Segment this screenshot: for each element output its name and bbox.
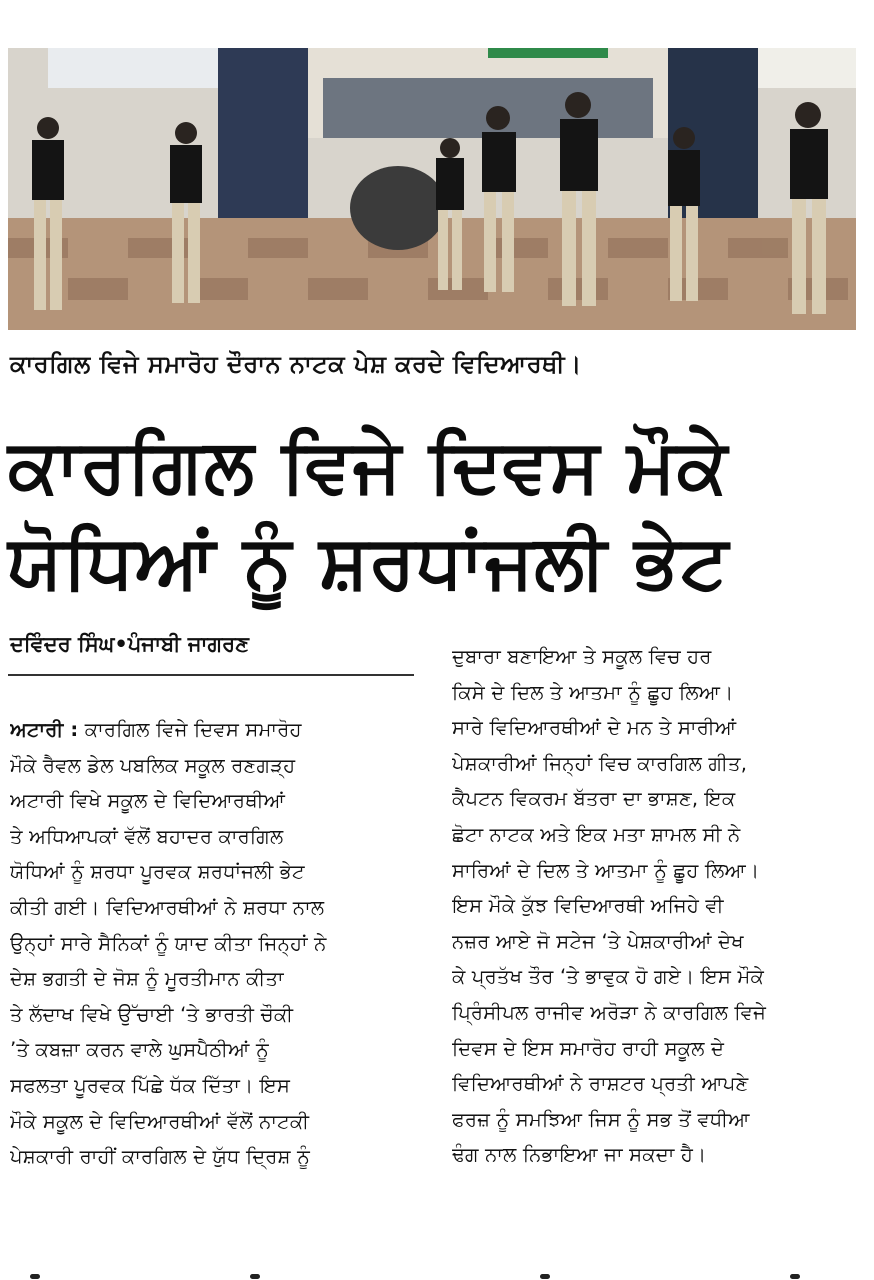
article-line: ਸਾਰਿਆਂ ਦੇ ਦਿਲ ਤੇ ਆਤਮਾ ਨੂੰ ਛੂਹ ਲਿਆ।: [452, 858, 760, 882]
article-line: ਉਨ੍ਹਾਂ ਸਾਰੇ ਸੈਨਿਕਾਂ ਨੂੰ ਯਾਦ ਕੀਤਾ ਜਿਨ੍ਹਾਂ ਨੇ: [10, 931, 327, 955]
article-line: ਨਜ਼ਰ ਆਏ ਜੋ ਸਟੇਜ ‘ਤੇ ਪੇਸ਼ਕਾਰੀਆਂ ਦੇਖ: [452, 929, 744, 953]
news-photo: [8, 48, 856, 330]
headline-line-1: ਕਾਰਗਿਲ ਵਿਜੇ ਦਿਵਸ ਮੌਕੇ: [8, 423, 729, 509]
article-line: ਵਿਦਿਆਰਥੀਆਂ ਨੇ ਰਾਸ਼ਟਰ ਪ੍ਰਤੀ ਆਪਣੇ: [452, 1072, 749, 1096]
article-line: ਤੇ ਲੱਦਾਖ ਵਿਖੇ ਉੱਚਾਈ ‘ਤੇ ਭਾਰਤੀ ਚੌਕੀ: [10, 1002, 294, 1026]
performance-photo: [8, 48, 856, 330]
byline-divider: [8, 674, 414, 676]
headline-line-2: ਯੋਧਿਆਂ ਨੂੰ ਸ਼ਰਧਾਂਜਲੀ ਭੇਟ: [8, 519, 730, 605]
article-line: ਪੇਸ਼ਕਾਰੀਆਂ ਜਿਨ੍ਹਾਂ ਵਿਚ ਕਾਰਗਿਲ ਗੀਤ,: [452, 751, 748, 775]
article-line: ਕਿਸੇ ਦੇ ਦਿਲ ਤੇ ਆਤਮਾ ਨੂੰ ਛੂਹ ਲਿਆ।: [452, 680, 734, 704]
article-line: ਯੋਧਿਆਂ ਨੂੰ ਸ਼ਰਧਾ ਪੂਰਵਕ ਸ਼ਰਧਾਂਜਲੀ ਭੇਟ: [10, 860, 305, 884]
article-line-text: ਕਾਰਗਿਲ ਵਿਜੇ ਦਿਵਸ ਸਮਾਰੋਹ: [78, 718, 302, 741]
article-line: ਛੋਟਾ ਨਾਟਕ ਅਤੇ ਇਕ ਮਤਾ ਸ਼ਾਮਲ ਸੀ ਨੇ: [452, 822, 741, 846]
article-column-right: [452, 639, 860, 1173]
article-line: ਪ੍ਰਿੰਸੀਪਲ ਰਾਜੀਵ ਅਰੋੜਾ ਨੇ ਕਾਰਗਿਲ ਵਿਜੇ: [452, 1000, 767, 1024]
article-line: ਦੇਸ਼ ਭਗਤੀ ਦੇ ਜੋਸ਼ ਨੂੰ ਮੂਰਤੀਮਾਨ ਕੀਤਾ: [10, 967, 284, 991]
dateline: ਅਟਾਰੀ :: [10, 718, 79, 741]
article-line: ਢੰਗ ਨਾਲ ਨਿਭਾਇਆ ਜਾ ਸਕਦਾ ਹੈ।: [452, 1143, 707, 1167]
article-line: ਅਟਾਰੀ ਵਿਖੇ ਸਕੂਲ ਦੇ ਵਿਦਿਆਰਥੀਆਂ: [10, 789, 286, 813]
article-line: ਦੁਬਾਰਾ ਬਣਾਇਆ ਤੇ ਸਕੂਲ ਵਿਚ ਹਰ: [452, 645, 712, 668]
article-line: ਕੀਤੀ ਗਈ। ਵਿਦਿਆਰਥੀਆਂ ਨੇ ਸ਼ਰਧਾ ਨਾਲ: [10, 895, 325, 919]
article-column-left: [10, 712, 418, 1175]
article-line: ਇਸ ਮੌਕੇ ਕੁੱਝ ਵਿਦਿਆਰਥੀ ਅਜਿਹੇ ਵੀ: [452, 894, 724, 918]
byline: ਦਵਿੰਦਰ ਸਿੰਘ•ਪੰਜਾਬੀ ਜਾਗਰਣ: [10, 632, 249, 656]
article-line: ਸਫਲਤਾ ਪੂਰਵਕ ਪਿੱਛੇ ਧੱਕ ਦਿੱਤਾ। ਇਸ: [10, 1073, 291, 1097]
photo-caption: ਕਾਰਗਿਲ ਵਿਜੇ ਸਮਾਰੋਹ ਦੌਰਾਨ ਨਾਟਕ ਪੇਸ਼ ਕਰਦੇ ਵਿਦਿਆਰਥੀ।: [10, 350, 582, 378]
article-line: ’ਤੇ ਕਬਜ਼ਾ ਕਰਨ ਵਾਲੇ ਘੁਸਪੈਠੀਆਂ ਨੂੰ: [10, 1038, 269, 1062]
article-line: ਕੇ ਪ੍ਰਤੱਖ ਤੌਰ ‘ਤੇ ਭਾਵੁਕ ਹੋ ਗਏ। ਇਸ ਮੌਕੇ: [452, 965, 765, 989]
article-line: ਮੌਕੇ ਸਕੂਲ ਦੇ ਵਿਦਿਆਰਥੀਆਂ ਵੱਲੋਂ ਨਾਟਕੀ: [10, 1109, 310, 1133]
next-article-fragment: [0, 1272, 874, 1280]
headline: [8, 418, 868, 610]
article-line: ਸਾਰੇ ਵਿਦਿਆਰਥੀਆਂ ਦੇ ਮਨ ਤੇ ਸਾਰੀਆਂ: [452, 716, 737, 740]
article-line: ਦਿਵਸ ਦੇ ਇਸ ਸਮਾਰੋਹ ਰਾਹੀ ਸਕੂਲ ਦੇ: [452, 1036, 725, 1060]
article-line: ਕੈਪਟਨ ਵਿਕਰਮ ਬੱਤਰਾ ਦਾ ਭਾਸ਼ਣ, ਇਕ: [452, 787, 736, 811]
article-line: ਤੇ ਅਧਿਆਪਕਾਂ ਵੱਲੋਂ ਬਹਾਦਰ ਕਾਰਗਿਲ: [10, 824, 284, 848]
article-line: ਪੇਸ਼ਕਾਰੀ ਰਾਹੀਂ ਕਾਰਗਿਲ ਦੇ ਯੁੱਧ ਦ੍ਰਿਸ਼ ਨੂੰ: [10, 1145, 310, 1169]
article-line: ਮੌਕੇ ਰੈਵਲ ਡੇਲ ਪਬਲਿਕ ਸਕੂਲ ਰਣਗੜ੍ਹ: [10, 753, 296, 777]
article-line: ਫਰਜ਼ ਨੂੰ ਸਮਝਿਆ ਜਿਸ ਨੂੰ ਸਭ ਤੋਂ ਵਧੀਆ: [452, 1107, 750, 1131]
article-line: [10, 712, 418, 748]
